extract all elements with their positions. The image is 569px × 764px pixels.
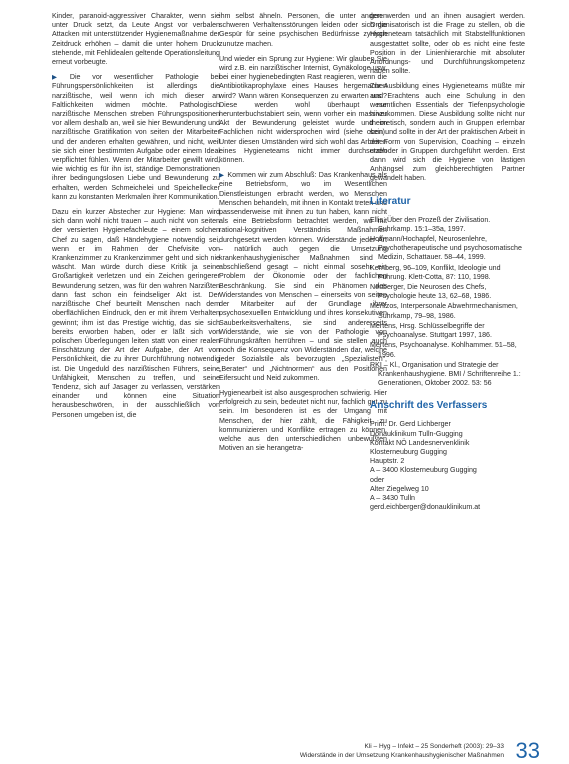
arrow-bullet-icon: ▶ [52,74,67,82]
address-line: Klosterneuburg Gugging [370,447,447,456]
literature-item: Mertens, Hrsg. Schlüsselbegriffe der Psychoanalyse. Stuttgart 1997, 186. [370,321,492,340]
paragraph-text: Kommen wir zum Abschluß: Das Krankenhaus als eine Betriebsform, wo im Wesentlichen Dienstleistungen erbracht werden, wo Menschen Menschen behandeln, mit ihnen in Kontakt treten und passenderweise mit ihnen zu tun haben, kann nicht als eine Betriebsform betrachtet werden, wo mit rational-kognitiven Verständnis Maßnahmen durchgesetzt werden können. Widerstände jeder Art – natürlich auch gegen die Umsetzung krankenhaushygienischer Maßnahmen sind – abschließend gesagt – nicht einmal sosehr ein Problem der Ökonomie oder der fachlichen Beschränkung. Sie sind ein Phänomen des Widerstandes von Menschen – einerseits von seiten der Mitarbeiter auf der Grundlage ihrer psychosexuellen Entwicklung und ihres konsekutiven Sauberkeitsverhaltens, sie sind andererseits Widerstände, wie sie von der Pathologie von Führungskräften herrühren – und sie stellen auch noch die Konsequenz von Widerständen dar, welche jeder Sozialstile als bevorzugten „Spezialisten“, „Berater“ und „Nichtnormen“ aus den Positionen Eifersucht und Neid zukommen. [219,171,388,382]
paragraph-text: Die vor wesentlicher Pathologie bei Führungspersönlichkeiten ist allerdings die narzißtische, weil wenn ich mich dieser an Faltlichkeiten widmen möchte. Pathologisch narzißtische Menschen streben Führungspositionen vor allem deshalb an, weil sie hier Bewunderung und narzißtische Gratifikation von seiten der Mitarbeiter und der anderen erhalten gewähren, und nicht, weil sie sich einer bestimmten Aufgabe oder einem Ideal verpflichtet fühlen. Wenn der Mitarbeiter gewillt wird, wie wichtig es für ihn ist, ständige Demonstrationen ihrer bedingungslosen Liebe und Bewunderung zu erhalten, werden Schmeichelei und Speichellecker kann zu konstanten Merkmalen ihrer Kommunikation. [52,73,220,201]
literature-item: Ellis, Über den Prozeß der Zivilisation. Suhrkamp. 15:1–35a, 1997. [370,215,491,233]
journal-citation: Kli – Hyg – Infekt – 25 Sonderheft (2003): 29–33 [364,743,504,750]
literature-heading: Literatur [370,195,411,207]
address-line: Hauptstr. 2 [370,457,405,466]
paragraph: Zur Ausbildung eines Hygieneteams müßte mir aus Erachtens auch eine Schulung in den wesentlichen Essentials der Tiefenpsychologie hinzukommen. Diese Ausbildung sollte nicht nur theoretisch, sondern auch in Gruppen erlernbar sein und sollte in der Art der praktischen Arbeit in der Form von Supervision, Coaching – einzeln und/oder in Gruppen durchgeführt werden. Erst dann wird sich die Hygiene von lästigen Anhängsel zum gleichberechtigten Partner gewandelt haben. [370,82,525,183]
text-column-2 [219,12,387,459]
literature-item: Hoffmann/Hochapfel, Neurosenlehre, Psychotherapeutische und psychosomatische Medizin, Schattauer. 58–44, 1999. [370,235,522,262]
literature-item: Mentzos, Interpersonale Abwehrmechanismen, Suhrkamp, 79–98, 1986. [370,302,518,320]
literature-list [370,216,525,389]
paragraph: ihm selbst ähneln. Personen, die unter anderen schweren Verhaltensstörungen leiden oder sich die Gespür für seine psychischen Bedürfnisse zynisch zunutze machen. [219,12,387,48]
address-line: oder [370,475,385,484]
address-line: A – 3430 Tulln [370,493,415,502]
page-footer [240,740,540,764]
footer-citation [300,743,504,760]
address-line: Donauklinikum Tulln-Gugging [370,429,463,438]
paragraph: Kinder, paranoid-aggressiver Charakter, wenn sie unter Druck setzt, da Leute Angst vor verbalen Attacken mit unterstützender Hygienemaßnahme der Zeitdruck erhöhen – damit die unter hohem Druck stehende, mit Fehlidealen geltende Operationsleitung erneut vorbeugte. [52,12,220,67]
article-running-title: Widerstände in der Umsetzung Krankenhaushygienischer Maßnahmen [299,751,504,759]
paragraph: Dazu ein kurzer Abstecher zur Hygiene: Man wird sich dann wohl nicht trauen – auch nicht von seiten der versierten Hygienefachleute – einem solchen Chef zu sagen, daß Händehygiene notwendig sei, wenn er im Rahmen der Chefvisite von Krankenzimmer zu Krankenzimmer geht und sich nie wäscht. Man würde durch diese Kritik ja seine Großartigkeit verletzen und ein Zeichen geringerer Bewunderung setzen, was für den wahren Narzißten dann fast schon ein feindseliger Akt ist. Der narzißtische Chef beurteilt Menschen nach dem oberflächlichen Eindruck, den er mit ihrem Verhalten gewinnt; ihm ist das Prestige wichtig, das sie sich bereits erworben haben, oder er läßt sich von polischen Überlegungen leiten statt von einer realen Einschätzung der Art der Aufgabe, der Art von Persönlichkeit, die zu ihrer Durchführung notwendig ist. Die Ungeduld des narzißtischen Führers, seine Unfähigkeit, Menschen zu treffen, und seine Tendenz, sich auf Jasager zu verlassen, verstärken einander und können eine Situation herausbeschwören, in der ausschließlich von Personen umgeben ist, die [52,208,220,419]
author-address-heading: Anschrift des Verfassers [370,400,488,412]
page-number: 33 [515,738,540,763]
author-name: Prim. Dr. Gerd Lichberger [370,420,451,429]
paragraph [52,73,220,202]
address-line: A – 3400 Klosterneuburg Gugging [370,466,477,475]
paragraph: gen werden und an ihnen ausagiert werden. Organisatorisch ist die Frage zu stellen, ob die Hygieneteam tatsächlich mit Stabstellfunktionen ausgestattet sollte, oder ob es nicht eine feste Position in der Linienhierarchie mit absoluter Anordnungs- und Durchführungskompetenz haben sollte. [370,12,525,76]
literature-item: Mertens, Psychoanalyse. Kohlhammer. 51–58, 1996. [370,341,517,359]
author-email: gerd.eichberger@donauklinikum.at [370,503,481,512]
text-column-3 [370,12,525,512]
literature-item: Kernberg, 96–109, Konflikt, Ideologie und Führung. Klett-Cotta, 87: 110, 1998. [370,263,501,281]
literature-item: RKI – Kl., Organisation und Strategie der Krankenhaushygiene. BMI / Schriftenreihe 1.: Generationen, Oktober 2002. 53: 56 [370,360,521,388]
address-line: Kontakt NÖ Landesnervenklinik [370,438,470,447]
literature-item: Neuberger, Die Neurosen des Chefs, Psychologie heute 13, 62–68, 1986. [370,283,492,301]
paragraph: Und wieder ein Sprung zur Hygiene: Wir glauben Sie wird z.B. ein narzißtischer Internist, Gynäkologe usw. bei einer hygienebedingten Rast reagieren, wenn die Antibiotikaprophylaxe eines Hauses hergemachen wird? Wann wären Konsequenzen zu erwarten und? Diese werden wohl überhaupt nur herunterbuchstabiert sein, wenn vorher ein massiver Akt der Bewunderung geleistet wurde und im Fachlichen nicht widersprochen wird (siehe oben). Unter diesen Umständen wird sich wohl das Arbeiten eines Hygieneteams nicht immer durchsetzen können. [219,54,387,165]
address-line: Alter Ziegelweg 10 [370,484,429,493]
paragraph: Hygienearbeit ist also ausgesprochen schwierig. Hier erfolgreich zu sein, bedeutet nicht nur, fachlich gut zu sein. Im besonderen ist es der Umgang mit Menschen, der hier zählt, die Fähigkeit zu kommunizieren und Konflikte ertragen zu können, welche aus den unterschiedlichen unbewußten Motiven an sie herangetra- [219,388,387,453]
author-address [370,420,525,512]
text-column-1 [52,12,220,426]
arrow-bullet-icon: ▶ [219,172,225,180]
paragraph [219,171,387,383]
